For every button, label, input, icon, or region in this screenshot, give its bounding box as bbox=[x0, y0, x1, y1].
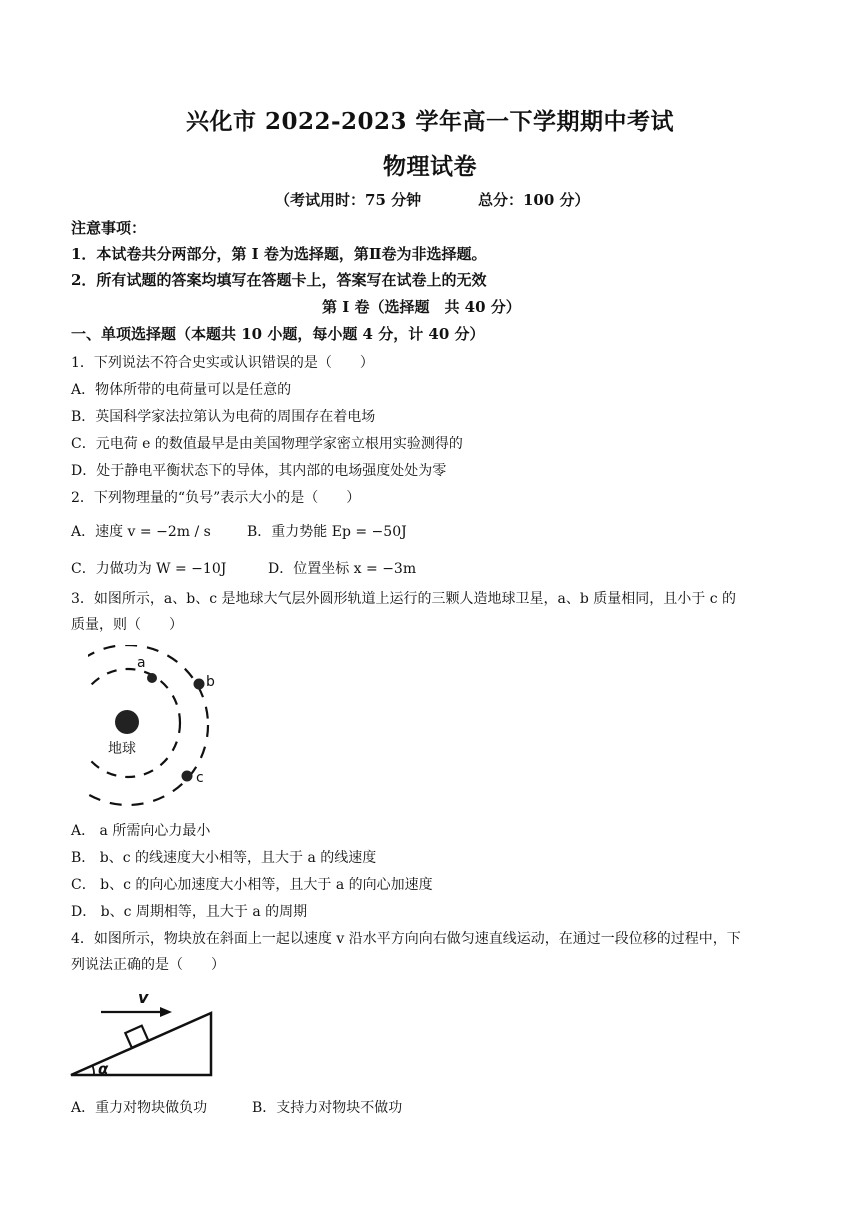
part-heading: 一、单项选择题（本题共 10 小题，每小题 4 分，计 40 分） bbox=[71, 325, 485, 343]
question-2-option-c: C．力做功为 W = −10J bbox=[71, 561, 227, 577]
exam-time: （考试用时：75 分钟 bbox=[275, 191, 422, 209]
question-3-option-c: C． b、c 的向心加速度大小相等，且大于 a 的向心加速度 bbox=[71, 877, 433, 893]
question-3-option-a: A． a 所需向心力最小 bbox=[71, 823, 211, 839]
notice-item: 1．本试卷共分两部分，第 I 卷为选择题，第Ⅱ卷为非选择题。 bbox=[71, 245, 487, 263]
satellite-b-label: b bbox=[206, 674, 215, 690]
outer-orbit bbox=[88, 645, 208, 805]
velocity-arrowhead-icon bbox=[160, 1007, 172, 1017]
satellite-c-label: c bbox=[196, 770, 204, 786]
notice-item: 2．所有试题的答案均填写在答题卡上，答案写在试卷上的无效 bbox=[71, 271, 487, 289]
question-3-stem-line2: 质量，则（ ） bbox=[71, 617, 183, 633]
block-icon bbox=[125, 1026, 148, 1048]
question-4-stem-line1: 4．如图所示，物块放在斜面上一起以速度 v 沿水平方向向右做匀速直线运动，在通过一段位移的过程中，下 bbox=[71, 931, 741, 947]
earth-label: 地球 bbox=[108, 741, 136, 757]
question-4-option-a: A．重力对物块做负功 bbox=[71, 1100, 208, 1116]
velocity-label: v bbox=[138, 988, 149, 1007]
satellite-a-icon bbox=[147, 673, 157, 683]
earth-icon bbox=[115, 710, 139, 734]
question-2-option-d: D．位置坐标 x = −3m bbox=[268, 561, 417, 577]
angle-arc bbox=[93, 1066, 95, 1075]
notice-heading: 注意事项： bbox=[71, 219, 147, 237]
section-heading: 第 I 卷（选择题 共 40 分） bbox=[322, 298, 521, 316]
angle-label: α bbox=[98, 1060, 109, 1078]
satellite-orbit-figure bbox=[88, 645, 218, 810]
exam-subtitle: 物理试卷 bbox=[383, 153, 477, 180]
question-4-option-b: B．支持力对物块不做功 bbox=[252, 1100, 403, 1116]
question-2-option-b: B．重力势能 Ep = −50J bbox=[247, 524, 407, 540]
question-1-stem: 1．下列说法不符合史实或认识错误的是（ ） bbox=[71, 355, 374, 371]
question-2-stem: 2．下列物理量的“负号”表示大小的是（ ） bbox=[71, 490, 361, 506]
question-1-option-b: B．英国科学家法拉第认为电荷的周围存在着电场 bbox=[71, 409, 376, 425]
question-1-option-a: A．物体所带的电荷量可以是任意的 bbox=[71, 382, 292, 398]
satellite-c-icon bbox=[182, 771, 193, 782]
satellite-b-icon bbox=[194, 679, 205, 690]
question-3-stem-line1: 3．如图所示，a、b、c 是地球大气层外圆形轨道上运行的三颗人造地球卫星，a、b 质量相同，且小于 c 的 bbox=[71, 591, 737, 607]
question-3-option-b: B． b、c 的线速度大小相等，且大于 a 的线速度 bbox=[71, 850, 377, 866]
exam-score: 总分：100 分） bbox=[478, 191, 590, 209]
exam-title: 兴化市 2022-2023 学年高一下学期期中考试 bbox=[185, 108, 675, 135]
satellite-a-label: a bbox=[137, 655, 146, 671]
question-1-option-c: C．元电荷 e 的数值最早是由美国物理学家密立根用实验测得的 bbox=[71, 436, 463, 452]
question-4-stem-line2: 列说法正确的是（ ） bbox=[71, 957, 225, 973]
incline-block-figure bbox=[68, 985, 216, 1080]
question-3-option-d: D． b、c 周期相等，且大于 a 的周期 bbox=[71, 904, 308, 920]
question-2-option-a: A．速度 v = −2m / s bbox=[71, 524, 211, 540]
question-1-option-d: D．处于静电平衡状态下的导体，其内部的电场强度处处为零 bbox=[71, 463, 447, 479]
